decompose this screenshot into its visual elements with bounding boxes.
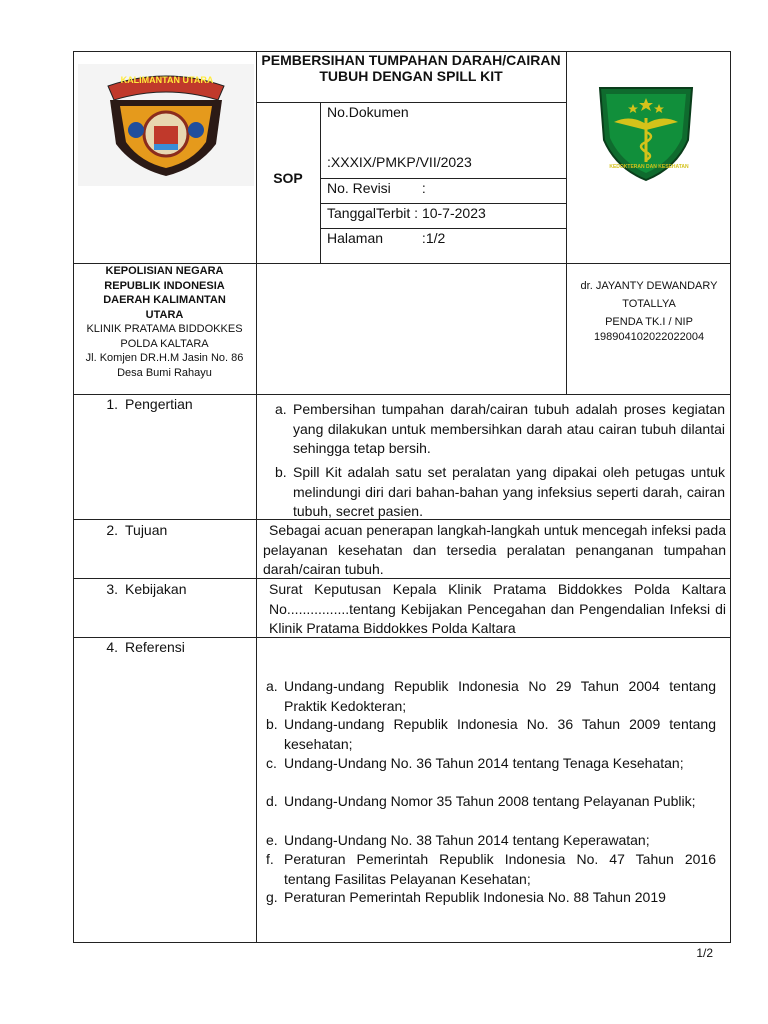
item-text: Peraturan Pemerintah Republik Indonesia No. 47 Tahun 2016 tentang Fasilitas Pelayanan Kesehatan; — [284, 851, 716, 887]
item-text: Undang-Undang Nomor 35 Tahun 2008 tentang Pelayanan Publik; — [284, 793, 696, 809]
revision-field: No. Revisi : — [327, 180, 426, 196]
section-2-label: Tujuan — [125, 522, 168, 538]
section-3-label: Kebijakan — [125, 581, 187, 597]
item-text: Spill Kit adalah satu set peralatan yang dipakai oleh petugas untuk melindungi diri dari bahan-bahan yang infeksius seperti darah, cairan tubuh, secret pasien. — [293, 464, 725, 519]
item-marker: g. — [266, 889, 278, 905]
section-3-text: Surat Keputusan Kepala Klinik Pratama Biddokkes Polda Kaltara No................tentang Kebijakan Pencegahan dan Pengendalian Infeksi di Klinik Pratama Biddokkes Polda Kaltara — [269, 581, 726, 636]
item-text: Peraturan Pemerintah Republik Indonesia No. 88 Tahun 2019 — [284, 889, 666, 905]
signatory-name-2: TOTALLYA — [622, 298, 676, 310]
institution-line-5: KLINIK PRATAMA BIDDOKKES — [86, 323, 243, 335]
section-3-number: 3. — [106, 581, 118, 597]
reference-item-c — [266, 754, 716, 774]
page-field: Halaman :1/2 — [327, 230, 446, 246]
institution-line-4: UTARA — [145, 308, 184, 321]
section-2-text: Sebagai acuan penerapan langkah-langkah untuk mencegah infeksi pada pelayanan kesehatan dan tersedia peralatan penanganan tumpahan darah/cairan tubuh. — [263, 522, 726, 577]
item-text: Undang-Undang No. 36 Tahun 2014 tentang Tenaga Kesehatan; — [284, 755, 684, 771]
institution-line-8: Desa Bumi Rahayu — [117, 366, 212, 379]
item-text: Pembersihan tumpahan darah/cairan tubuh adalah proses kegiatan yang dilakukan untuk membersihkan darah atau cairan tubuh dilantai sehingga tetap bersih. — [293, 401, 725, 456]
reference-item-a — [266, 677, 716, 716]
signatory-rank: PENDA TK.I / NIP — [605, 316, 693, 328]
doc-number-value: :XXXIX/PMKP/VII/2023 — [327, 154, 472, 170]
sop-label: SOP — [273, 170, 303, 186]
reference-item-d — [266, 792, 716, 812]
section-1-number: 1. — [106, 396, 118, 412]
reference-item-f — [266, 850, 716, 889]
signatory-nip: 198904102022022004 — [593, 331, 705, 343]
page-number: 1/2 — [696, 946, 713, 960]
issue-date-field: TanggalTerbit : 10-7-2023 — [327, 205, 486, 221]
item-text: Undang-Undang No. 38 Tahun 2014 tentang Keperawatan; — [284, 832, 650, 848]
reference-item-e — [266, 831, 716, 851]
institution-line-6: POLDA KALTARA — [120, 337, 209, 350]
reference-item-b — [266, 715, 716, 754]
section-1-item-b — [275, 463, 725, 522]
institution-line-3: DAERAH KALIMANTAN — [103, 294, 226, 306]
item-marker: d. — [266, 793, 278, 809]
health-logo-text: KEDOKTERAN DAN KESEHATAN — [609, 164, 689, 170]
item-text: Undang-undang Republik Indonesia No 29 Tahun 2004 tentang Praktik Kedokteran; — [284, 678, 716, 714]
reference-item-g — [266, 888, 716, 908]
section-4-number: 4. — [106, 639, 118, 655]
doc-number-label: No.Dokumen — [327, 104, 409, 120]
document-title: PEMBERSIHAN TUMPAHAN DARAH/CAIRAN TUBUH DENGAN SPILL KIT — [261, 52, 561, 84]
item-marker: b. — [266, 716, 278, 732]
item-text: Undang-undang Republik Indonesia No. 36 Tahun 2009 tentang kesehatan; — [284, 716, 716, 752]
item-marker: b. — [275, 464, 287, 480]
section-1-label: Pengertian — [125, 396, 193, 412]
item-marker: e. — [266, 832, 278, 848]
section-1-item-a — [275, 400, 725, 459]
institution-line-2: REPUBLIK INDONESIA — [104, 279, 225, 292]
institution-line-7: Jl. Komjen DR.H.M Jasin No. 86 — [85, 352, 244, 364]
item-marker: a. — [266, 678, 278, 694]
section-4-label: Referensi — [125, 639, 185, 655]
section-2-number: 2. — [106, 522, 118, 538]
signatory-name-1: dr. JAYANTY DEWANDARY — [580, 280, 718, 292]
item-marker: f. — [266, 851, 274, 867]
item-marker: a. — [275, 401, 287, 417]
institution-line-1: KEPOLISIAN NEGARA — [105, 265, 224, 277]
item-marker: c. — [266, 755, 277, 771]
police-logo-banner-text: KALIMANTAN UTARA — [120, 75, 214, 85]
